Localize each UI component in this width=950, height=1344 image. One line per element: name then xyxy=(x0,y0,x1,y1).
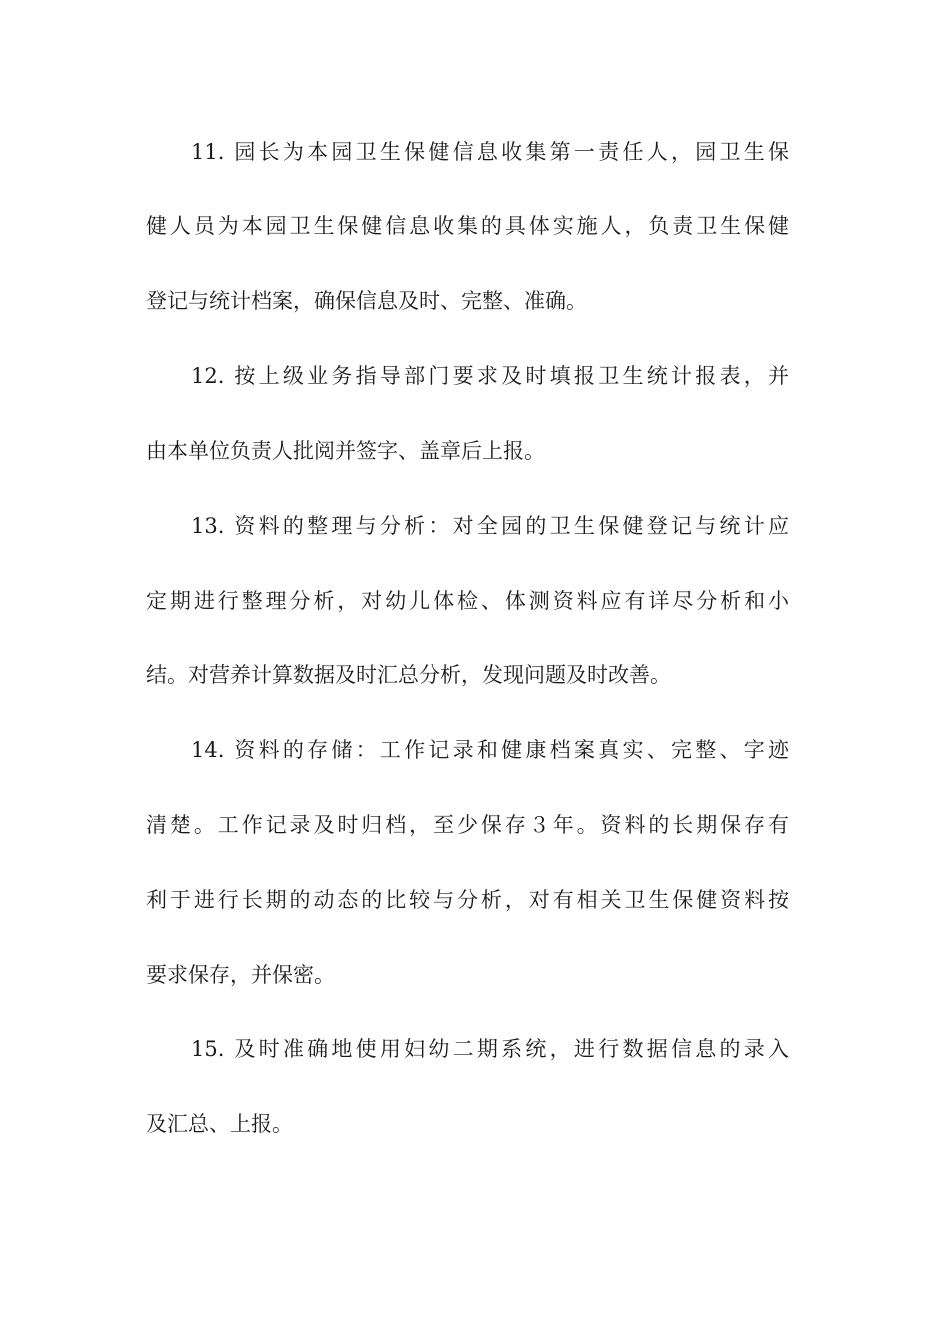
paragraph-14-line-3: 利于进行长期的动态的比较与分析，对有相关卫生保健资料按 xyxy=(146,888,789,912)
paragraph-12-line-1: 12. 按上级业务指导部门要求及时填报卫生统计报表，并 xyxy=(191,364,789,388)
paragraph-13-line-1: 13. 资料的整理与分析：对全园的卫生保健登记与统计应 xyxy=(191,514,789,538)
paragraph-14-line-2: 清楚。工作记录及时归档，至少保存３年。资料的长期保存有 xyxy=(146,813,789,837)
paragraph-12-line-2: 由本单位负责人批阅并签字、盖章后上报。 xyxy=(146,439,545,463)
paragraph-14-line-4: 要求保存，并保密。 xyxy=(146,963,335,987)
paragraph-15-line-2: 及汇总、上报。 xyxy=(146,1112,293,1136)
paragraph-13-line-3: 结。对营养计算数据及时汇总分析，发现问题及时改善。 xyxy=(146,663,671,687)
paragraph-13-line-2: 定期进行整理分析，对幼儿体检、体测资料应有详尽分析和小 xyxy=(146,589,789,613)
paragraph-15-line-1: 15. 及时准确地使用妇幼二期系统，进行数据信息的录入 xyxy=(191,1037,789,1061)
paragraph-11-line-1: 11. 园长为本园卫生保健信息收集第一责任人，园卫生保 xyxy=(191,140,789,164)
paragraph-11-line-3: 登记与统计档案，确保信息及时、完整、准确。 xyxy=(146,289,587,313)
paragraph-14-line-1: 14. 资料的存储：工作记录和健康档案真实、完整、字迹 xyxy=(191,738,789,762)
paragraph-11-line-2: 健人员为本园卫生保健信息收集的具体实施人，负责卫生保健 xyxy=(146,214,789,238)
